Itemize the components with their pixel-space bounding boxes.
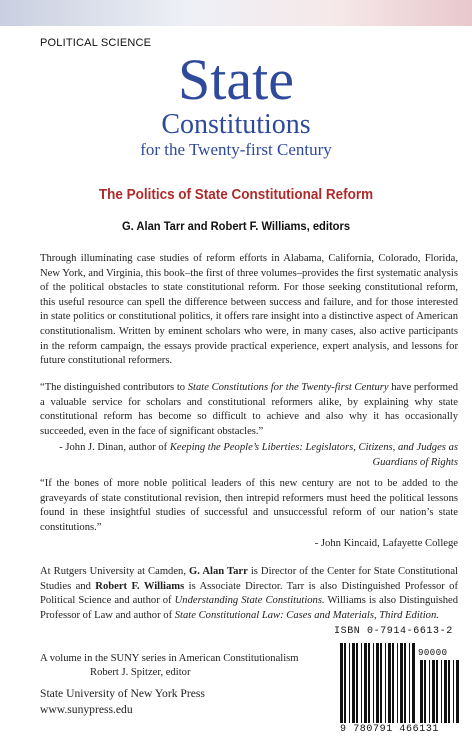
barcode-bar xyxy=(441,660,442,723)
barcode-bar xyxy=(385,643,386,723)
bio-text-1: At Rutgers University at Camden, xyxy=(40,566,190,577)
quote-dinan xyxy=(40,381,458,439)
barcode-bar xyxy=(340,643,343,723)
editors-line: G. Alan Tarr and Robert F. Williams, editors xyxy=(121,219,351,233)
barcode-bar xyxy=(424,660,426,723)
barcode-bar xyxy=(380,643,382,723)
publisher-url: www.sunypress.edu xyxy=(40,703,133,716)
bio-book1: Understanding State Constitutions. xyxy=(174,595,325,607)
barcode-bar xyxy=(397,643,398,723)
bio-tarr-name: G. Alan Tarr xyxy=(189,566,248,577)
quote-dinan-open: “The distinguished contributors to xyxy=(40,382,188,393)
isbn-label: ISBN 0-7914-6613-2 xyxy=(334,626,453,637)
barcode-bar xyxy=(448,660,450,723)
quote-dinan-book: State Constitutions for the Twenty-first Century xyxy=(187,382,389,393)
barcode-bar xyxy=(420,660,423,723)
quote-dinan-attribution xyxy=(58,441,458,470)
category-label: POLITICAL SCIENCE xyxy=(40,37,152,49)
book-subtitle: The Politics of State Constitutional Reform xyxy=(98,187,374,203)
barcode-bar xyxy=(436,660,438,723)
series-note xyxy=(40,652,299,680)
quote-kincaid: “If the bones of more noble political leaders of this new century are not to be added to the graveyards of state constitutional revision, then intrepid reformers must heed the political lessons found in these insightful studies of successful and unsuccessful reform of our nation’s state constitutions.” xyxy=(40,478,458,533)
barcode-bar xyxy=(453,660,454,723)
editors-bio xyxy=(40,565,458,623)
barcode-bar xyxy=(409,643,410,723)
quote-dinan-attr-prefix: - John J. Dinan, author of xyxy=(59,442,170,453)
barcode-bar xyxy=(349,643,350,723)
title-line3: for the Twenty-first Century xyxy=(140,140,332,159)
top-decorative-band xyxy=(0,0,472,26)
barcode-bar xyxy=(429,660,430,723)
barcode-bar xyxy=(444,660,447,723)
isbn-barcode xyxy=(340,643,416,723)
barcode-bar xyxy=(361,643,362,723)
barcode-bar xyxy=(368,643,370,723)
description-paragraph: Through illuminating case studies of reform efforts in Alabama, California, Colorado, Florida, New York, and Virginia, this book–the first of three volumes–provides the first systematic analysis of the political obstacles to state constitutional reform. For those seeking constitutional reform, this useful resource can spell the difference between success and failure, and for those interested in state politics or constitutional politics, it offers rare insight into a distinctive aspect of American constitutionalism. Written by eminent scholars who were, in many cases, also active participants in the reform campaign, the essays provide practical experience, expert analysis, and lessons for future constitutional reformers. xyxy=(40,253,458,367)
series-line2: Robert J. Spitzer, editor xyxy=(90,667,191,679)
bio-text-2: is Director of the Center for State Constitutional Studies and xyxy=(40,566,458,592)
barcode-bar xyxy=(392,643,394,723)
quote-kincaid-attribution: - John Kincaid, Lafayette College xyxy=(314,538,458,549)
bio-text-3: is Associate Director. Tarr is also Distinguished Professor of Political Science and author of xyxy=(40,580,458,607)
barcode-bar xyxy=(356,643,358,723)
barcode-bar xyxy=(344,643,346,723)
title-line2: Constitutions xyxy=(161,109,311,140)
bio-book2: State Constitutional Law: Cases and Materials, Third Edition. xyxy=(174,609,439,621)
barcode-bar xyxy=(432,660,435,723)
barcode-bar xyxy=(456,660,459,723)
barcode-bar xyxy=(352,643,355,723)
barcode-bar xyxy=(364,643,367,723)
bio-text-4: Williams is also Distinguished Professor of Law and author of xyxy=(40,595,458,621)
barcode-number: 9 780791 466131 xyxy=(340,724,440,735)
bio-williams-name: Robert F. Williams xyxy=(95,580,185,592)
barcode-bar xyxy=(400,643,403,723)
publisher-name: State University of New York Press xyxy=(40,687,205,700)
barcode-bar xyxy=(412,643,415,723)
series-line1: A volume in the SUNY series in American Constitutionalism xyxy=(40,653,299,664)
barcode-bar xyxy=(404,643,406,723)
barcode-bar xyxy=(376,643,379,723)
title-main: State xyxy=(178,47,294,112)
price-barcode xyxy=(420,660,460,723)
barcode-bar xyxy=(373,643,374,723)
quote-dinan-attr-book: Keeping the People’s Liberties: Legislators, Citizens, and Judges as Guardians of Rights xyxy=(169,442,458,468)
barcode-bar xyxy=(388,643,391,723)
price-code: 90000 xyxy=(418,648,448,658)
quote-dinan-rest: have performed a valuable service for scholars and constitutional reformers alike, by explaining why state constitutional reform has become so difficult to achieve and also why it has occasionally succeeded, even in the face of significant obstacles.” xyxy=(40,382,458,437)
